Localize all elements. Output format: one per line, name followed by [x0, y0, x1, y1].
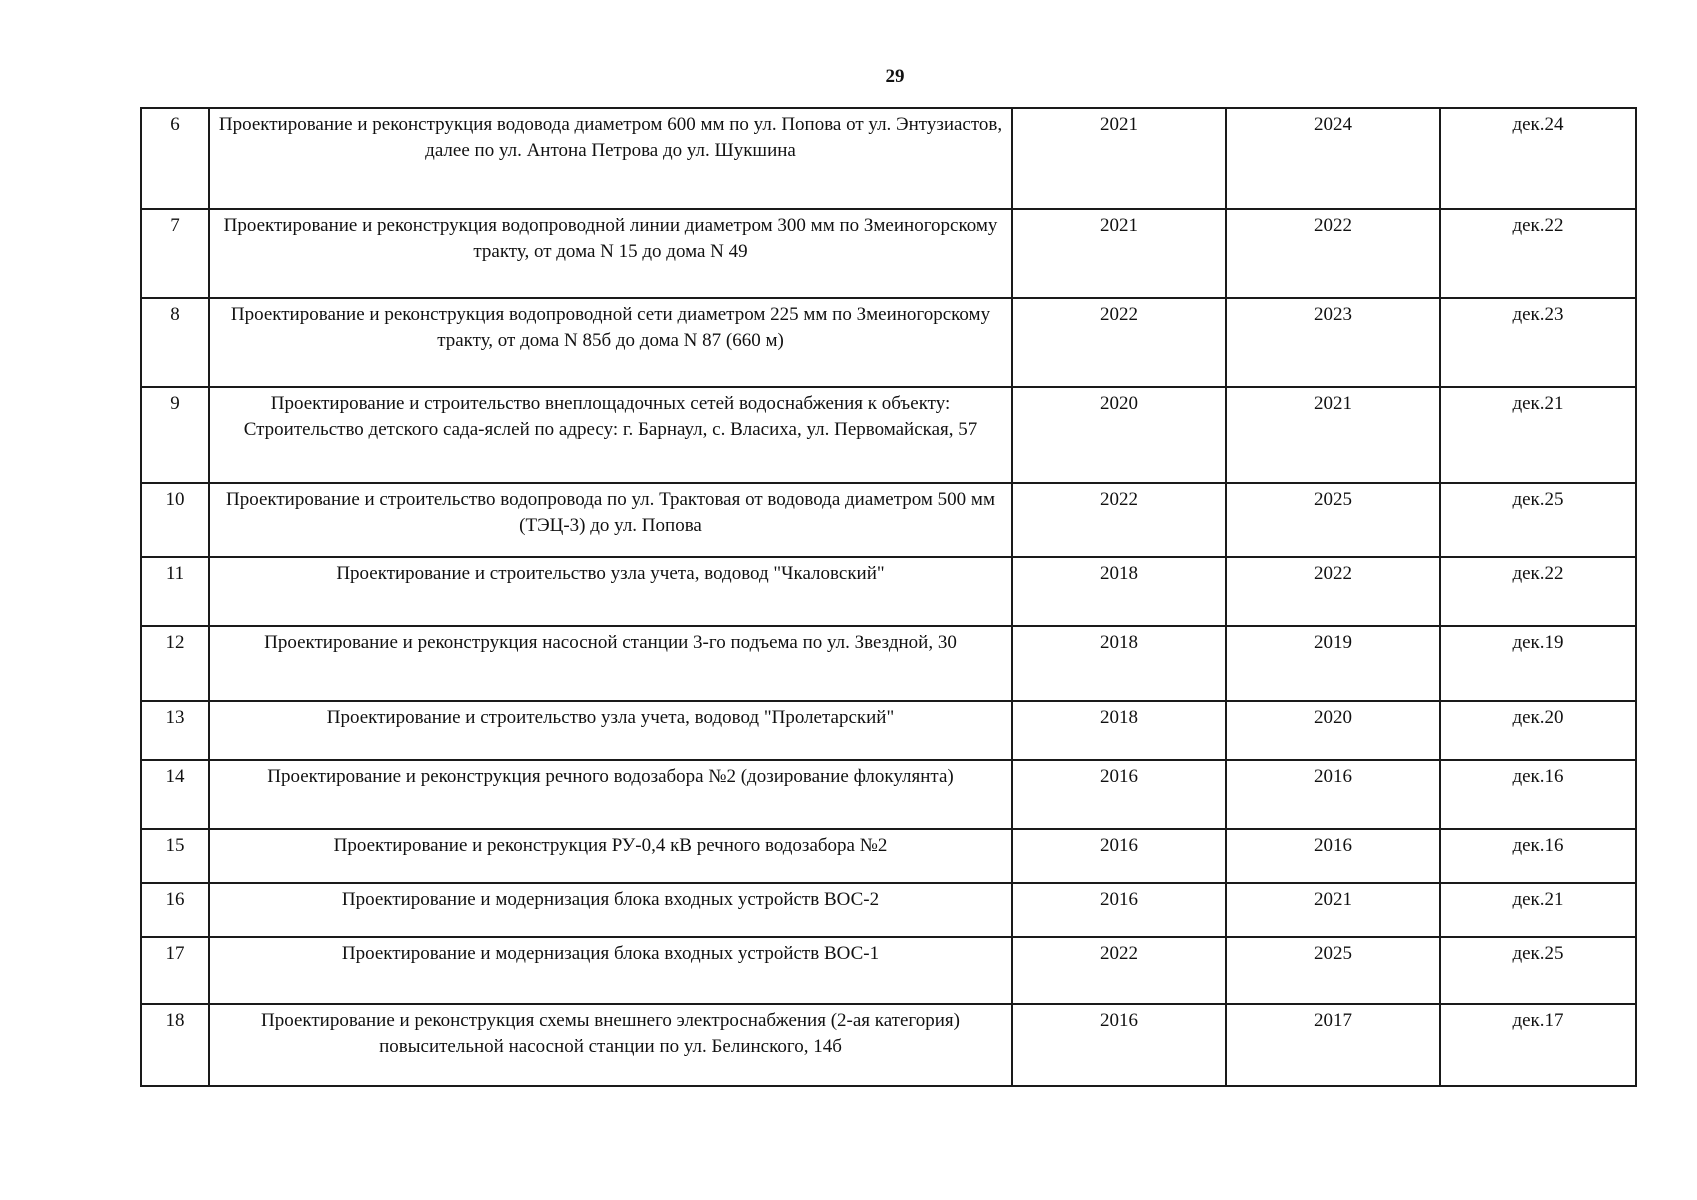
- end-year: 2023: [1226, 298, 1440, 387]
- end-year: 2016: [1226, 760, 1440, 829]
- table-row: [141, 209, 1636, 298]
- start-year: 2016: [1012, 829, 1226, 883]
- work-name: Проектирование и реконструкция водопроводной линии диаметром 300 мм по Змеиногорскому тракту, от дома N 15 до дома N 49: [209, 209, 1012, 298]
- work-name: Проектирование и реконструкция РУ-0,4 кВ речного водозабора №2: [209, 829, 1012, 883]
- deadline: дек.20: [1440, 701, 1636, 760]
- start-year: 2016: [1012, 883, 1226, 937]
- row-number: 7: [141, 209, 209, 298]
- row-number: 11: [141, 557, 209, 626]
- deadline: дек.19: [1440, 626, 1636, 701]
- deadline: дек.16: [1440, 829, 1636, 883]
- deadline: дек.23: [1440, 298, 1636, 387]
- end-year: 2016: [1226, 829, 1440, 883]
- table-row: [141, 937, 1636, 1004]
- end-year: 2019: [1226, 626, 1440, 701]
- deadline: дек.24: [1440, 108, 1636, 209]
- start-year: 2022: [1012, 937, 1226, 1004]
- deadline: дек.25: [1440, 483, 1636, 557]
- work-name: Проектирование и модернизация блока входных устройств ВОС-1: [209, 937, 1012, 1004]
- deadline: дек.17: [1440, 1004, 1636, 1086]
- work-name: Проектирование и строительство водопровода по ул. Трактовая от водовода диаметром 500 мм (ТЭЦ-3) до ул. Попова: [209, 483, 1012, 557]
- page-number: 29: [885, 66, 905, 87]
- end-year: 2021: [1226, 387, 1440, 483]
- row-number: 8: [141, 298, 209, 387]
- works-table: [140, 107, 1637, 1087]
- end-year: 2020: [1226, 701, 1440, 760]
- start-year: 2020: [1012, 387, 1226, 483]
- table-row: [141, 626, 1636, 701]
- work-name: Проектирование и модернизация блока входных устройств ВОС-2: [209, 883, 1012, 937]
- end-year: 2017: [1226, 1004, 1440, 1086]
- row-number: 17: [141, 937, 209, 1004]
- work-name: Проектирование и строительство узла учета, водовод "Пролетарский": [209, 701, 1012, 760]
- work-name: Проектирование и реконструкция речного водозабора №2 (дозирование флокулянта): [209, 760, 1012, 829]
- row-number: 18: [141, 1004, 209, 1086]
- deadline: дек.21: [1440, 883, 1636, 937]
- deadline: дек.21: [1440, 387, 1636, 483]
- row-number: 15: [141, 829, 209, 883]
- start-year: 2018: [1012, 557, 1226, 626]
- row-number: 12: [141, 626, 209, 701]
- deadline: дек.22: [1440, 209, 1636, 298]
- row-number: 14: [141, 760, 209, 829]
- work-name: Проектирование и реконструкция водопроводной сети диаметром 225 мм по Змеиногорскому тракту, от дома N 85б до дома N 87 (660 м): [209, 298, 1012, 387]
- table-row: [141, 108, 1636, 209]
- start-year: 2021: [1012, 108, 1226, 209]
- table-row: [141, 557, 1636, 626]
- row-number: 9: [141, 387, 209, 483]
- start-year: 2018: [1012, 701, 1226, 760]
- work-name: Проектирование и строительство внеплощадочных сетей водоснабжения к объекту: Строительство детского сада-яслей по адресу: г. Барнаул, с. Власиха, ул. Первомайская, 57: [209, 387, 1012, 483]
- start-year: 2018: [1012, 626, 1226, 701]
- start-year: 2022: [1012, 298, 1226, 387]
- start-year: 2016: [1012, 760, 1226, 829]
- end-year: 2022: [1226, 557, 1440, 626]
- table-row: [141, 483, 1636, 557]
- end-year: 2021: [1226, 883, 1440, 937]
- table-row: [141, 829, 1636, 883]
- end-year: 2022: [1226, 209, 1440, 298]
- table-row: [141, 1004, 1636, 1086]
- row-number: 6: [141, 108, 209, 209]
- end-year: 2025: [1226, 483, 1440, 557]
- start-year: 2021: [1012, 209, 1226, 298]
- deadline: дек.16: [1440, 760, 1636, 829]
- start-year: 2016: [1012, 1004, 1226, 1086]
- deadline: дек.25: [1440, 937, 1636, 1004]
- end-year: 2025: [1226, 937, 1440, 1004]
- table-row: [141, 883, 1636, 937]
- table-row: [141, 387, 1636, 483]
- end-year: 2024: [1226, 108, 1440, 209]
- row-number: 13: [141, 701, 209, 760]
- work-name: Проектирование и реконструкция схемы внешнего электроснабжения (2-ая категория) повысительной насосной станции по ул. Белинского, 14б: [209, 1004, 1012, 1086]
- table-row: [141, 760, 1636, 829]
- table-row: [141, 298, 1636, 387]
- row-number: 10: [141, 483, 209, 557]
- work-name: Проектирование и реконструкция водовода диаметром 600 мм по ул. Попова от ул. Энтузиастов, далее по ул. Антона Петрова до ул. Шукшина: [209, 108, 1012, 209]
- work-name: Проектирование и реконструкция насосной станции 3-го подъема по ул. Звездной, 30: [209, 626, 1012, 701]
- row-number: 16: [141, 883, 209, 937]
- start-year: 2022: [1012, 483, 1226, 557]
- deadline: дек.22: [1440, 557, 1636, 626]
- table-row: [141, 701, 1636, 760]
- work-name: Проектирование и строительство узла учета, водовод "Чкаловский": [209, 557, 1012, 626]
